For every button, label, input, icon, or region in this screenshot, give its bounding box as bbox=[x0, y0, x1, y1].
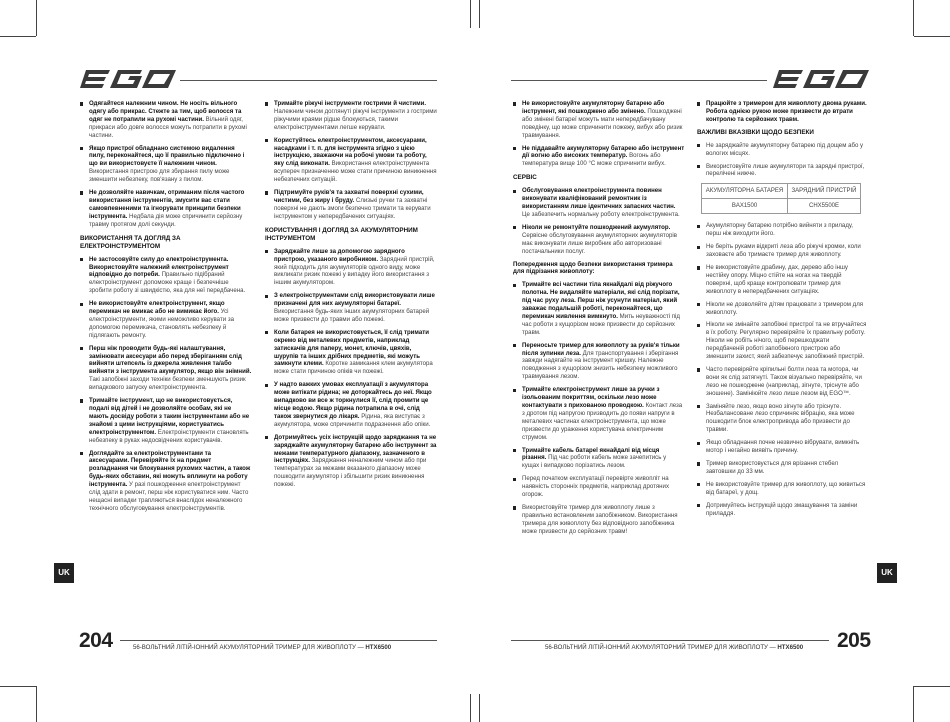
footer-rule bbox=[511, 640, 829, 641]
list-item: Обслуговування електроінструмента повинен виконувати кваліфікований ремонтник із використанням лише ідентичних запасних частин. Це забезпечить нормальну роботу електроінструмента. bbox=[513, 187, 685, 219]
list-item: Ніколи не змінайте запобіжні пристрої та не втручайтеся в їх роботу. Регулярно перевіряйте їх правильну роботу. Ніколи не робіть нічого, щоб перешкоджати передбаченій роботі запобіжного пристрою або зменшити захист, який забезпечує запобіжний пристрій. bbox=[697, 321, 869, 361]
page-number: 205 bbox=[837, 629, 871, 652]
list-item: Акумуляторну батарею потрібно вийняти з приладу, перш ніж виходити його. bbox=[697, 222, 869, 238]
table-cell-charger: CHX5500E bbox=[788, 199, 861, 214]
list-item: Переносьте тример для живоплоту за руків'я тільки після зупинки леза. Для транспортування і зберігання завжди надягайте на інструмент кришку. Належне поводження з кущорізом знизить небезпеку можливого травмування лезом. bbox=[513, 342, 685, 382]
right-column-1 bbox=[513, 100, 685, 541]
table-header-battery: АКУМУЛЯТОРНА БАТАРЕЯ bbox=[702, 184, 788, 199]
list-item: Не застосовуйте силу до електроінструмента. Використовуйте належний електроінструмент відповідно до потреби. Правильно підібраний електроінструмент допоможе краще і безпечніше зробити роботу зі швидкістю, яка для неї передбачена. bbox=[80, 256, 252, 296]
list-item: Не використовуйте електроінструмент, якщо перемикач не вмикає або не вимикає його. Усі електроінструменти, якими неможливо керувати за допомогою перемикача, становлять небезпеку й підлягають ремонту. bbox=[80, 300, 252, 340]
list-item: Дотримуйтесь інструкцій щодо змащування та заміни приладдя. bbox=[697, 502, 869, 518]
table-header-charger: ЗАРЯДНИЙ ПРИСТРІЙ bbox=[788, 184, 861, 199]
compatibility-table bbox=[701, 183, 861, 214]
section-heading: ВАЖЛИВІ ВКАЗІВКИ ЩОДО БЕЗПЕКИ bbox=[697, 128, 814, 136]
footer-rule bbox=[120, 640, 437, 641]
ego-logo bbox=[773, 68, 869, 90]
header-rule bbox=[511, 80, 767, 81]
list-item: Використовуйте лише акумулятори та зарядні пристрої, перелічені нижче. bbox=[697, 163, 869, 179]
list-item: З електроінструментами слід використовувати лише призначені для них акумуляторні батареї. Використання будь-яких інших акумуляторних батарей може призвести до травми або пожежі. bbox=[265, 292, 437, 324]
footer-title: 56-ВОЛЬТНИЙ ЛІТІЙ-ІОННИЙ АКУМУЛЯТОРНИЙ ТРИМЕР ДЛЯ ЖИВОПЛОТУ — HTX6500 bbox=[545, 644, 804, 651]
left-column-2 bbox=[265, 100, 437, 494]
list-item: Заміняйте лезо, якщо воно зігнуте або тріснуте. Незбалансоване лезо спричиняє вібрацію, яка може пошкодити блок електропривода або призвести до травми. bbox=[697, 403, 869, 435]
list-item: Тримайте кабель батареї якнайдалі від місця різання. Під час роботи кабель може зачепитись у кущах і випадково порізатись лезом. bbox=[513, 447, 685, 471]
section-heading: СЕРВІС bbox=[513, 174, 537, 182]
list-item: Ніколи не ремонтуйте пошкоджений акумулятор. Сервісне обслуговування акумуляторних акумуляторів має виконувати лише виробник або авторизовані постачальники послуг. bbox=[513, 224, 685, 256]
list-item: Часто перевіряйте кріпильні болти леза та мотора, чи вони як слід затягнуті. Також візуально перевіряйте, чи лезо не пошкоджене (наприклад, зігнуте, тріснуте або зношене). Замініюйте лезо лише лезом від EGO™. bbox=[697, 366, 869, 398]
list-item: Тримайте ріжучі інструменти гострими й чистими. Належним чином доглянуті ріжучі інструменти з гострими ріжучими краями рідше блокуються, такими електроінструментами легше керувати. bbox=[265, 100, 437, 132]
list-item: Якщо обладнання почне незвично вібрувати, вимкніть мотор і негайно виявіть причину. bbox=[697, 439, 869, 455]
language-tab: UK bbox=[54, 563, 74, 583]
list-item: Не заряджайте акумуляторну батарею під дощем або у вологих місцях. bbox=[697, 142, 869, 158]
subsection-heading: Попередження щодо безпеки використання тримера для підрізання живоплоту: bbox=[513, 260, 673, 276]
list-item: Використовуйте тример для живоплоту лише з правильно встановленим запобіжником. Використання тримера для живоплоту без відповідного запобіжника може призвести до серйозних травм! bbox=[513, 504, 685, 536]
list-item: Працюйте з тримером для живоплоту двома руками. Робота однією рукою може призвести до втрати контролю та серйозних травм. bbox=[697, 100, 869, 124]
section-heading: КОРИСТУВАННЯ І ДОГЛЯД ЗА АКУМУЛЯТОРНИМ ІНСТРУМЕНТОМ bbox=[265, 226, 418, 242]
ego-logo bbox=[80, 68, 176, 90]
list-item: Не беріть руками відкриті леза або ріжучі кромки, коли заховаєте або тримаєте тример для живоплоту. bbox=[697, 243, 869, 259]
header-rule bbox=[180, 80, 437, 81]
list-item: Не використовуйте акумуляторну батарею або інструмент, які пошкоджено або змінено. Пошкоджені або змінені батареї можуть мати непередбачувану поведінку, що може спричинити пожежу, вибух або ризик травмування. bbox=[513, 100, 685, 140]
list-item: Дотримуйтесь усіх інструкцій щодо заряджання та не заряджайте акумуляторну батарею або інструмент за межами температурного діапазону, зазначеного в інструкціях. Заряджання неналежним чином або при температурах за межами вказаного діапазону може пошкодити акумулятор і збільшити ризик виникнення пожежі. bbox=[265, 434, 437, 489]
list-item: Коли батарея не використовується, її слід тримати окремо від металевих предметів, наприклад затискачів для паперу, монет, ключів, цвяхів, шурупів та інших дрібних предметів, які можуть замкнути клеми. Коротке замикання клем акумулятора може стати причиною опіків чи пожежі. bbox=[265, 329, 437, 376]
list-item: Заряджайте лише за допомогою зарядного пристрою, указаного виробником. Зарядний пристрій, який підходить для акумуляторів одного виду, може викликати ризик пожежі у випадку його використання з іншим акумулятором. bbox=[265, 248, 437, 288]
list-item: Тримайте інструмент, що не використовується, подалі від дітей і не дозволяйте особам, які не мають досвіду роботи з таким інструментами або не знайомі з цими інструкціями, користуватись електроінструментом. Електроінструменти становлять небезпеку в руках недосвідчених користувачів. bbox=[80, 397, 252, 444]
list-item: Не використовуйте драбину, дах, дерево або іншу нестійку опору. Міцно стійте на ногах на твердій поверхні, щоб краще контролювати тример для живоплоту в непередбачених ситуаціях. bbox=[697, 264, 869, 296]
right-column-2 bbox=[697, 100, 869, 522]
list-item: Тримайте всі частини тіла якнайдалі від ріжучого полотна. Не видаляйте матеріали, які слід порізати, під час руху леза. Перш ніж усунути матеріал, який заважає подальшій роботі, переконайтеся, що перемикач живлення вимкнуто. Мить неуважності під час роботи з кущорізом може призвести до серйозних травм. bbox=[513, 281, 685, 336]
list-item: Підтримуйте руків'я та захватні поверхні сухими, чистими, без жиру і бруду. Слизькі ручки та захватні поверхні не дають змоги безпечно тримати та керувати інструментом у непередбачених ситуаціях. bbox=[265, 189, 437, 221]
list-item: Одягайтеся належним чином. Не носіть вільного одягу або прикрас. Стежте за тим, щоб волосся та одяг не потрапили на рухомі частини. Вільний одяг, прикраси або довге волосся можуть потрапити в рухомі частини. bbox=[80, 100, 252, 140]
table-cell-battery: BAX1500 bbox=[702, 199, 788, 214]
list-item: Перед початком експлуатації перевірте живопліт на наявність сторонніх предметів, наприклад дротяних огорож. bbox=[513, 475, 685, 499]
list-item: Тримайте електроінструмент лише за ручки з ізольованим покриттям, оскільки лезо може контактувати з прихованою проводкою. Контакт леза з дротом під напругою призводить до появи напруги в металевих частинах електроінструмента, що може призвести до ураження користувача електричним струмом. bbox=[513, 386, 685, 441]
section-heading: ВИКОРИСТАННЯ ТА ДОГЛЯД ЗА ЕЛЕКТРОІНСТРУМЕНТОМ bbox=[80, 234, 181, 250]
page-number: 204 bbox=[79, 629, 113, 652]
list-item: Якщо пристрої обладнано системою видалення пилу, переконайтеся, що її правильно підключено і що ви використовуєте її належним чином. Використання пристрою для збирання пилу може зменшити небезпеку, пов'язану з пилом. bbox=[80, 145, 252, 185]
left-column-1 bbox=[80, 100, 252, 518]
list-item: У надто важких умовах експлуатації з акумулятора може витікати рідина; не доторкайтесь до неї. Якщо випадково ви все ж торкнулися її, слід промити це місце водою. Якщо рідина потрапила в очі, слід також звернутися до лікаря. Рідина, яка виступає з акумулятора, може спричинити подразнення або опіки. bbox=[265, 381, 437, 428]
list-item: Тример використовується для врізання стебел завтовшки до 33 мм. bbox=[697, 460, 869, 476]
list-item: Не піддавайте акумуляторну батарею або інструмент дії вогню або високих температур. Вогонь або температура вище 100 °C може спричинити вибух. bbox=[513, 145, 685, 169]
language-tab: UK bbox=[877, 563, 897, 583]
list-item: Ніколи не дозволяйте дітям працювати з тримером для живоплоту. bbox=[697, 301, 869, 317]
list-item: Користуйтесь електроінструментом, аксесуарами, насадками і т. п. для інструмента згідно з цією інструкцією, зважаючи на робочі умови та роботу, яку слід виконати. Використання електроінструмента всупереч призначенню може стати причиною виникнення небезпечних ситуацій. bbox=[265, 137, 437, 184]
right-page bbox=[475, 0, 950, 722]
list-item: Доглядайте за електроінструментами та аксесуарами. Перевіряйте їх на предмет розладнання чи блокування рухомих частин, а також будь-яких обставин, які можуть вплинути на роботу інструмента. У разі пошкодження електроінструмент слід здати в ремонт, перш ніж користуватися ним. Часто нещасні випадки трапляються внаслідок неналежного технічного обслуговування електроінструментів. bbox=[80, 450, 252, 513]
list-item: Перш ніж проводити будь-які налаштування, замінювати аксесуари або перед зберіганням слід вийняти штепсель із джерела живлення та/або вийняти з інструмента акумулятор, якщо він знімний. Такі запобіжні заходи техніки безпеки зменшують ризик випадкового запуску електроінструмента. bbox=[80, 345, 252, 392]
list-item: Не дозволяйте навичкам, отриманим після частого використання інструментів, змусити вас стати самовпевненими та ігнорувати принципи безпеки інструмента. Недбала дія може спричинити серйозну травму протягом долі секунди. bbox=[80, 189, 252, 229]
footer-title: 56-ВОЛЬТНИЙ ЛІТІЙ-ІОННИЙ АКУМУЛЯТОРНИЙ ТРИМЕР ДЛЯ ЖИВОПЛОТУ — HTX6500 bbox=[133, 644, 392, 651]
list-item: Не використовуйте тример для живоплоту, що живиться від батареї, у дощ. bbox=[697, 481, 869, 497]
